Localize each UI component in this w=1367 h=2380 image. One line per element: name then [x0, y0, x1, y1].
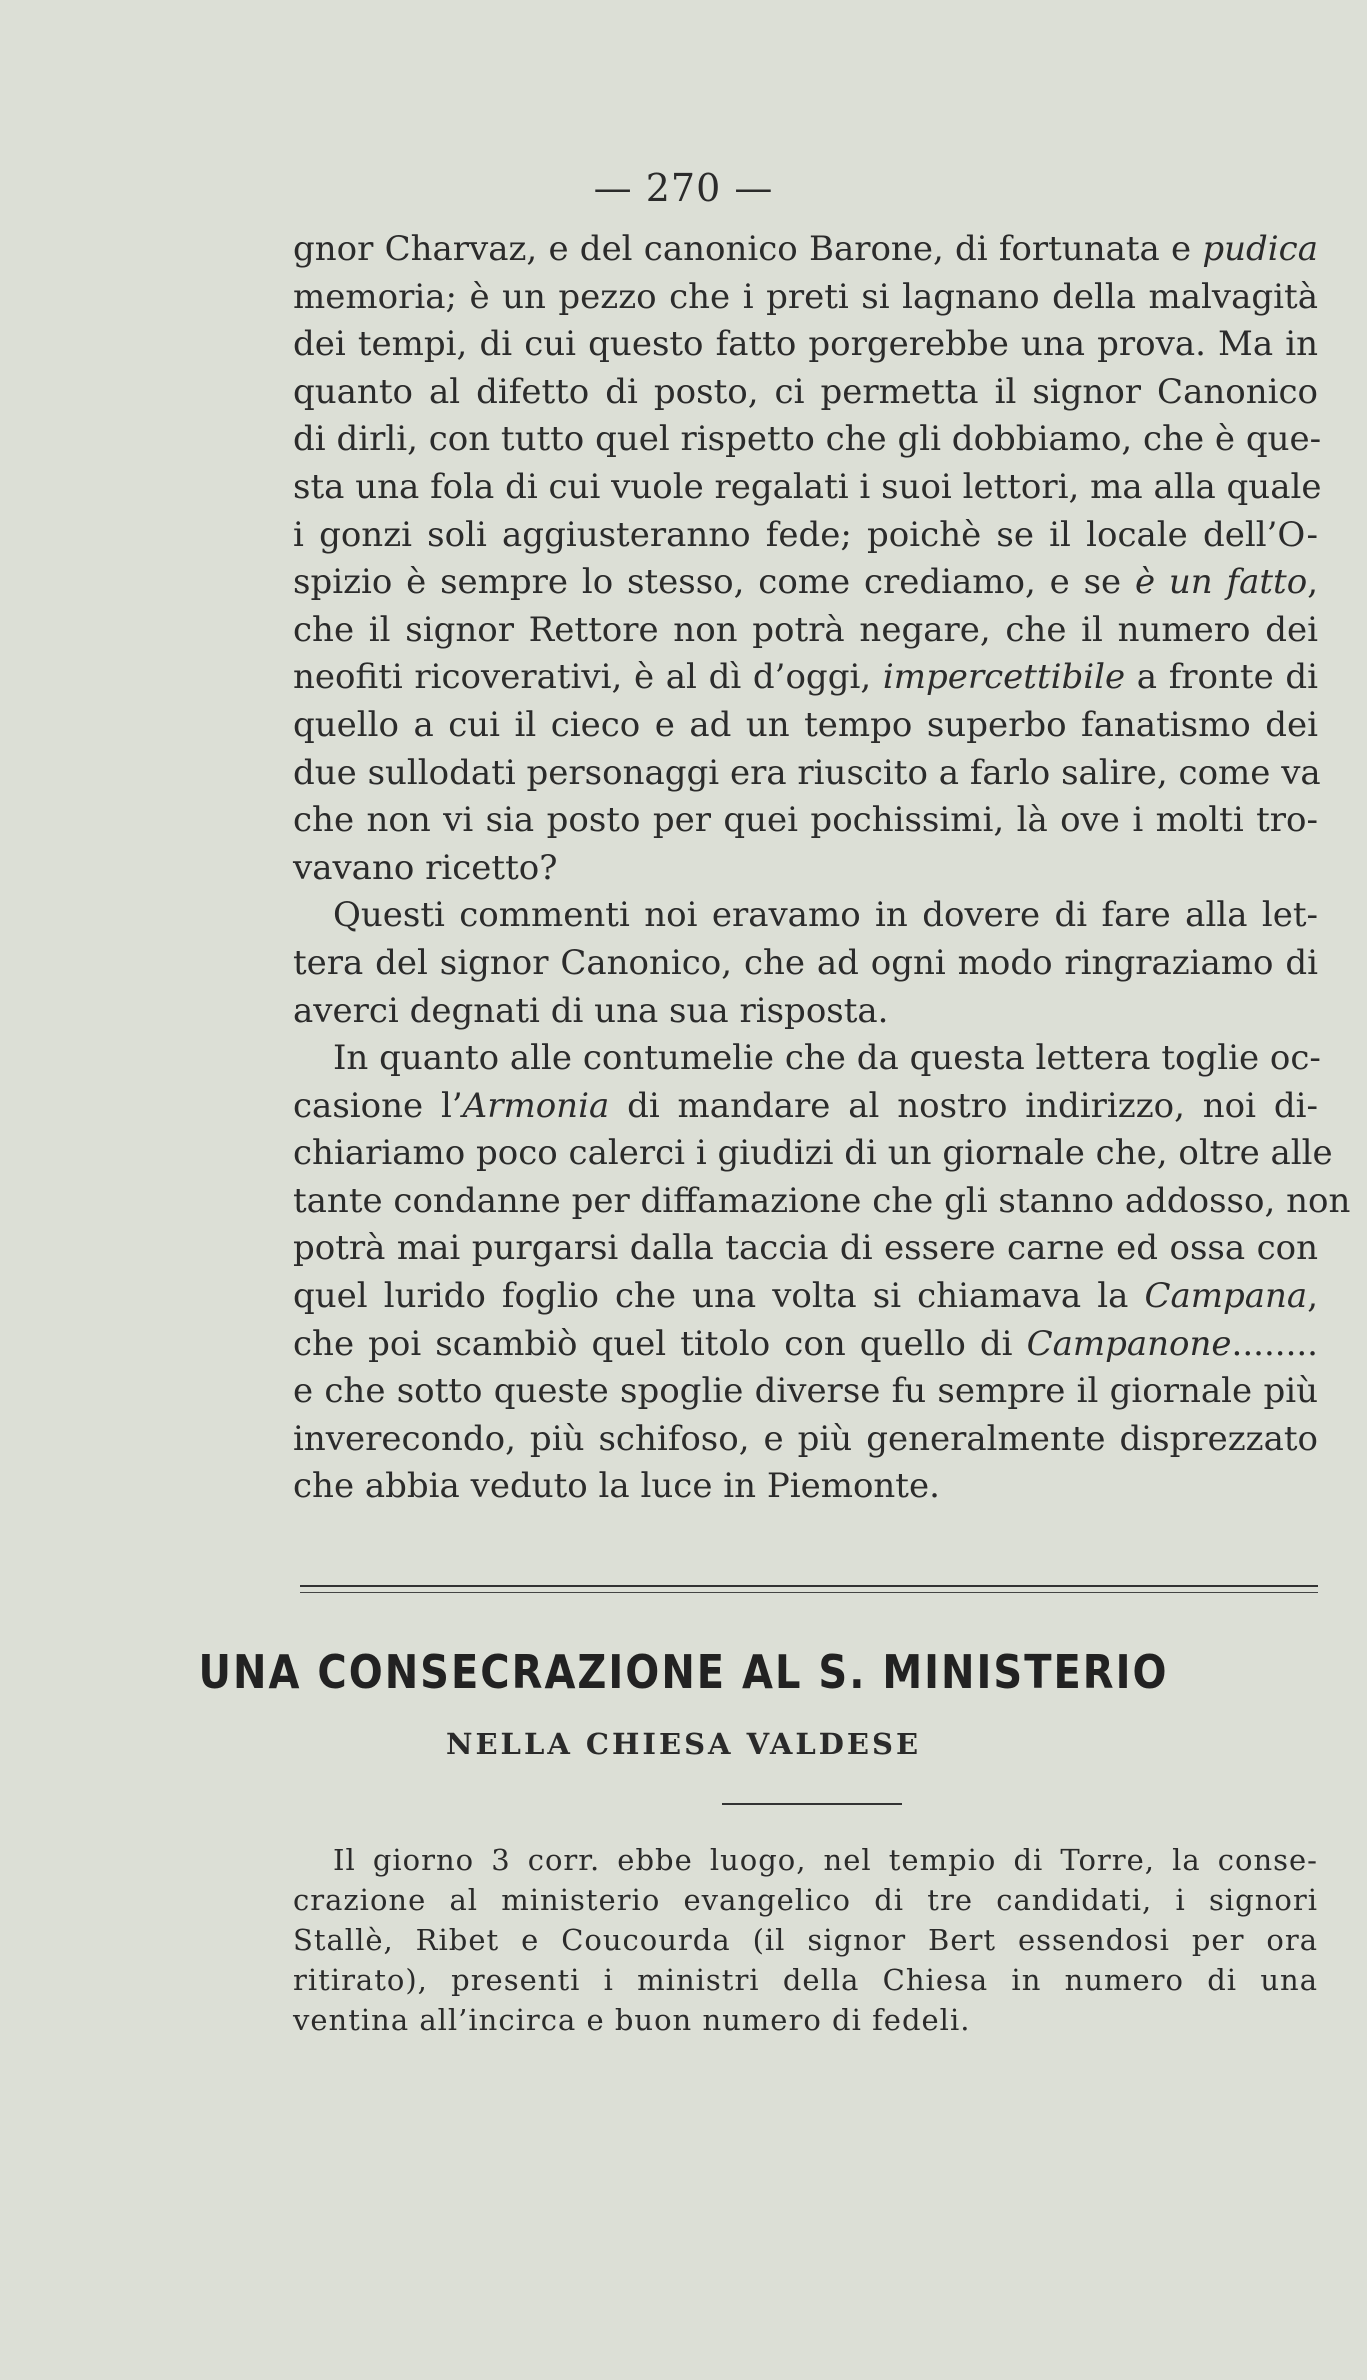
text-segment: che il signor Rettore non potrà negare, che il numero dei	[293, 609, 1318, 650]
text-line	[293, 226, 1318, 274]
paragraph	[293, 226, 1322, 892]
paragraph	[293, 1035, 1351, 1511]
text-segment: quel lurido foglio che una volta si chiamava la	[293, 1276, 1145, 1317]
text-segment: averci degnati di una sua risposta.	[293, 990, 889, 1031]
italic-text: è un fatto	[1134, 562, 1308, 603]
text-line	[293, 1273, 1318, 1321]
text-segment: a fronte di	[1125, 657, 1318, 698]
text-segment: ,	[1307, 1276, 1318, 1317]
text-segment: In quanto alle contumelie che da questa lettera toglie oc-	[333, 1038, 1321, 1079]
text-line	[293, 1035, 1321, 1083]
text-line	[293, 940, 1318, 988]
text-line	[293, 845, 1318, 893]
text-line: Il giorno 3 corr. ebbe luogo, nel tempio di Torre, la conse-	[333, 1843, 1318, 1877]
page-number: — 270 —	[593, 166, 774, 210]
text-line	[293, 1225, 1318, 1273]
text-segment: i gonzi soli aggiusteranno fede; poichè se il locale dell’O-	[293, 514, 1318, 555]
text-line	[293, 1416, 1318, 1464]
text-segment: e che sotto queste spoglie diverse fu sempre il giornale più	[293, 1371, 1318, 1412]
text-segment: tante condanne per diffamazione che gli stanno addosso, non	[293, 1180, 1351, 1221]
text-segment: inverecondo, più schifoso, e più generalmente disprezzato	[293, 1418, 1318, 1459]
text-segment: tera del signor Canonico, che ad ogni modo ringraziamo di	[293, 942, 1318, 983]
text-segment: memoria; è un pezzo che i preti si lagnano della malvagità	[293, 276, 1318, 317]
text-segment: di dirli, con tutto quel rispetto che gli dobbiamo, che è que-	[293, 419, 1322, 460]
text-line	[293, 321, 1318, 369]
text-segment: che abbia veduto la luce in Piemonte.	[293, 1466, 940, 1507]
section-subtitle: NELLA CHIESA VALDESE	[445, 1727, 922, 1761]
italic-text: impercettibile	[882, 657, 1126, 698]
section-paragraph	[293, 1840, 1318, 2040]
section-title: UNA CONSECRAZIONE AL S. MINISTERIO	[198, 1646, 1169, 1700]
text-line: Stallè, Ribet e Coucourda (il signor Bert essendosi per ora	[293, 1923, 1318, 1957]
text-segment: ........	[1231, 1323, 1318, 1364]
text-line	[293, 369, 1318, 417]
text-segment: chiariamo poco calerci i giudizi di un giornale che, oltre alle	[293, 1133, 1333, 1174]
text-line: ventina all’incirca e buon numero di fedeli.	[293, 2003, 971, 2037]
text-line	[293, 512, 1318, 560]
article-body	[293, 226, 1351, 1511]
text-segment: di mandare al nostro indirizzo, noi di-	[609, 1085, 1318, 1126]
text-line	[293, 416, 1322, 464]
section-divider	[300, 1585, 1318, 1593]
italic-text: Campanone	[1026, 1323, 1232, 1364]
text-line	[293, 1178, 1351, 1226]
text-line	[293, 1321, 1318, 1369]
text-line	[293, 797, 1318, 845]
italic-text: Campana	[1144, 1276, 1308, 1317]
italic-text: Armonia	[462, 1085, 610, 1126]
text-line: ritirato), presenti i ministri della Chiesa in numero di una	[293, 1963, 1318, 1997]
paragraph	[293, 892, 1318, 1035]
text-segment: dei tempi, di cui questo fatto porgerebbe una prova. Ma in	[293, 324, 1318, 365]
text-line	[293, 607, 1318, 655]
text-line	[293, 1083, 1318, 1131]
text-segment: potrà mai purgarsi dalla taccia di essere carne ed ossa con	[293, 1228, 1318, 1269]
text-segment: vavano ricetto?	[293, 847, 558, 888]
text-segment: quello a cui il cieco e ad un tempo superbo fanatismo dei	[293, 704, 1318, 745]
text-line: crazione al ministerio evangelico di tre candidati, i signori	[293, 1883, 1318, 1917]
subtitle-rule	[722, 1803, 902, 1805]
text-line	[293, 1130, 1333, 1178]
text-segment: neofiti ricoverativi, è al dì d’oggi,	[293, 657, 883, 698]
text-segment: gnor Charvaz, e del canonico Barone, di fortunata e	[293, 229, 1203, 269]
text-line	[293, 654, 1318, 702]
text-line	[293, 892, 1318, 940]
text-segment: sta una fola di cui vuole regalati i suoi lettori, ma alla quale	[293, 466, 1322, 507]
text-line	[293, 464, 1322, 512]
text-line	[293, 1368, 1318, 1416]
text-line	[293, 988, 1318, 1036]
italic-text: pudica	[1202, 229, 1318, 269]
text-line	[293, 274, 1318, 322]
text-segment: quanto al difetto di posto, ci permetta il signor Canonico	[293, 371, 1318, 412]
text-line	[293, 750, 1321, 798]
text-line	[293, 1463, 1318, 1511]
text-segment: che poi scambiò quel titolo con quello di	[293, 1323, 1027, 1364]
text-segment: spizio è sempre lo stesso, come crediamo, e se	[293, 562, 1135, 603]
text-segment: Questi commenti noi eravamo in dovere di fare alla let-	[333, 895, 1318, 936]
text-segment: che non vi sia posto per quei pochissimi, là ove i molti tro-	[293, 800, 1318, 841]
text-segment: ,	[1307, 562, 1318, 603]
text-line	[293, 702, 1318, 750]
text-segment: casione l’	[293, 1085, 463, 1126]
text-segment: due sullodati personaggi era riuscito a farlo salire, come va	[293, 752, 1321, 793]
text-line	[293, 559, 1318, 607]
